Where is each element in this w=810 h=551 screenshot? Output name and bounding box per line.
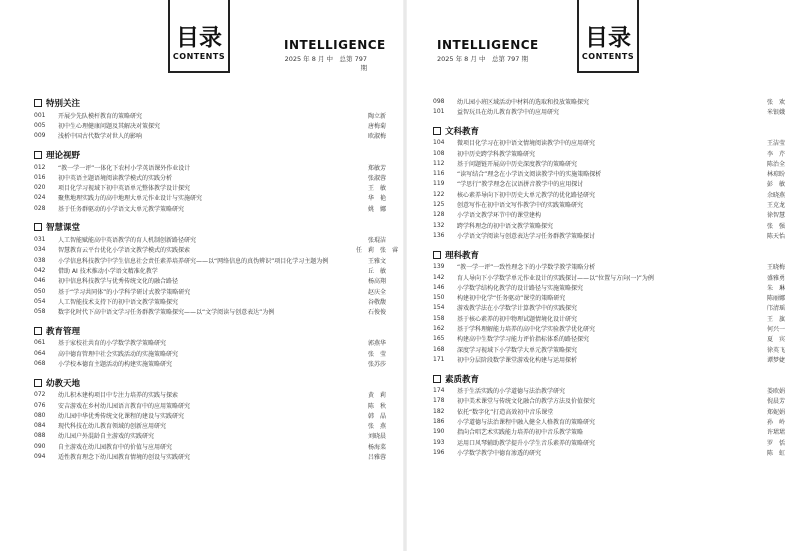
toc-page-number: 125 xyxy=(433,201,445,209)
masthead xyxy=(437,38,539,63)
toc-entry[interactable] xyxy=(34,172,386,182)
toc-author: 张 强 xyxy=(766,222,785,230)
toc-page-number: 042 xyxy=(34,266,46,274)
toc-page-number: 020 xyxy=(34,184,46,192)
toc-article-title: 幼儿园中华优秀传统文化课程的建设与实践研究 xyxy=(58,412,185,420)
toc-page-number: 050 xyxy=(34,287,46,295)
toc-author: 刘晓晨 xyxy=(367,433,386,441)
toc-page-number: 116 xyxy=(433,170,445,178)
toc-article-title: 智慧教育云平台优化小学语文教学模式的实践探索 xyxy=(58,247,191,255)
toc-article-title: 依托“数字化”打造高效初中音乐课堂 xyxy=(457,408,554,416)
toc-page-number: 090 xyxy=(34,442,46,450)
toc-author: 王克龙 xyxy=(766,202,785,210)
toc-author: 张苏莎 xyxy=(367,360,386,368)
toc-page-number: 028 xyxy=(34,204,46,212)
toc-page-number: 076 xyxy=(34,401,46,409)
toc-author: 罗 恬 xyxy=(766,439,785,447)
toc-page-number: 101 xyxy=(433,107,445,115)
toc-page-number: 190 xyxy=(433,428,445,436)
toc-author: 杨海菜 xyxy=(367,443,386,451)
toc-page-number: 031 xyxy=(34,236,46,244)
section-heading-label: 教育管理 xyxy=(46,326,81,337)
toc-author: 孙 岭 xyxy=(766,419,785,427)
toc-page-number: 174 xyxy=(433,387,445,395)
toc-entry[interactable] xyxy=(433,334,785,344)
toc-article-title: 初中分层阶段数学课堂游戏化构建与运用探析 xyxy=(457,356,578,364)
toc-article-title: 基于家校社共育的小学数学教学策略研究 xyxy=(58,340,167,348)
checkbox-square-icon xyxy=(34,379,42,387)
contents-title-cn: 目录 xyxy=(585,24,631,51)
toc-entry[interactable] xyxy=(433,106,785,116)
toc-article-title: 项目化学习视域下初中英语单元整体教学设计探究 xyxy=(58,185,191,193)
toc-article-title: 基于“学习共同体”的小学科学研讨式教学策略研究 xyxy=(58,288,191,296)
toc-author: 任 莉 张 睿 xyxy=(356,247,399,255)
toc-entry[interactable] xyxy=(433,138,785,148)
toc-page-number: 084 xyxy=(34,422,46,430)
toc-entry-list xyxy=(34,162,386,213)
toc-page-number: 012 xyxy=(34,163,46,171)
magazine-name: INTELLIGENCE xyxy=(437,38,539,52)
toc-entry-list xyxy=(433,138,785,241)
checkbox-square-icon xyxy=(34,151,42,159)
toc-author: 韩 晶 xyxy=(367,412,386,420)
toc-page-number: 046 xyxy=(34,277,46,285)
right-toc-column xyxy=(433,96,785,465)
toc-author: 杨高翔 xyxy=(367,278,386,286)
toc-entry[interactable] xyxy=(433,96,785,106)
toc-author: 李 芹 xyxy=(766,150,785,158)
toc-page-number: 168 xyxy=(433,345,445,353)
toc-entry[interactable] xyxy=(433,354,785,364)
toc-article-title: 初中英语主题语境阅读教学模式的实践分析 xyxy=(58,174,173,182)
toc-entry[interactable] xyxy=(433,272,785,282)
toc-entry[interactable] xyxy=(433,323,785,333)
toc-page-number: 154 xyxy=(433,304,445,312)
section-heading xyxy=(34,324,386,338)
toc-entry-list xyxy=(433,386,785,458)
toc-article-title: 创意写作在初中语文写作教学中的实践策略研究 xyxy=(457,202,584,210)
toc-article-title: 初中信息科技教学与优秀传统文化的融合路径 xyxy=(58,278,179,286)
toc-entry[interactable] xyxy=(433,179,785,189)
toc-article-title: 运用口风琴辅助教学提升小学生音乐素养的策略研究 xyxy=(457,439,596,447)
toc-article-title: 基于生活实践的小学道德与法治教学研究 xyxy=(457,388,566,396)
toc-article-title: 初中生心理健康问题及其解决对策探究 xyxy=(58,122,161,130)
toc-author: 黄 莉 xyxy=(367,392,386,400)
toc-author: 王 敏 xyxy=(367,185,386,193)
toc-page-number: 005 xyxy=(34,121,46,129)
toc-entry[interactable] xyxy=(433,344,785,354)
toc-page-number: 150 xyxy=(433,294,445,302)
toc-entry[interactable] xyxy=(433,189,785,199)
toc-entry[interactable] xyxy=(34,410,386,420)
toc-article-title: 核心素养导向下初中历史大单元教学的优化路径研究 xyxy=(457,191,596,199)
toc-entry[interactable] xyxy=(433,303,785,313)
toc-author: 陈 虹 xyxy=(766,449,785,457)
toc-article-title: 浅析中国古代数学对世人的影响 xyxy=(58,133,143,141)
toc-page-number: 024 xyxy=(34,194,46,202)
toc-author: 郭燕华 xyxy=(367,340,386,348)
toc-author: 郑妮娟 xyxy=(766,408,785,416)
section-heading xyxy=(433,124,785,138)
toc-article-title: 自主游戏在幼儿园教育中的价值与应用研究 xyxy=(58,443,173,451)
toc-article-title: 小学道德与法治课程中融入健全人格教育的策略研究 xyxy=(457,419,596,427)
toc-article-title: 深度学习视域下小学数学大单元教学策略探究 xyxy=(457,346,578,354)
toc-entry[interactable] xyxy=(34,162,386,172)
toc-article-title: 初中历史跨学科教学策略研究 xyxy=(457,150,536,158)
toc-page-number: 128 xyxy=(433,211,445,219)
toc-author: 王雅文 xyxy=(367,257,386,265)
toc-page-number: 122 xyxy=(433,190,445,198)
toc-page-number: 001 xyxy=(34,111,46,119)
toc-author: 王 旗 xyxy=(766,315,785,323)
toc-author: 华 艳 xyxy=(367,195,386,203)
toc-article-title: 小学数学教学中德育渗透的研究 xyxy=(457,449,542,457)
toc-entry[interactable] xyxy=(433,386,785,396)
toc-author: 张 燕 xyxy=(367,423,386,431)
checkbox-square-icon xyxy=(34,99,42,107)
toc-author: 许珺珺 xyxy=(766,429,785,437)
toc-entry[interactable] xyxy=(34,234,386,244)
toc-page-number: 193 xyxy=(433,438,445,446)
toc-entry[interactable] xyxy=(34,131,386,141)
toc-article-title: 游戏教学法在小学数学计算教学中的实践探究 xyxy=(457,305,578,313)
toc-page-number: 139 xyxy=(433,263,445,271)
left-toc-column xyxy=(34,96,399,469)
toc-author: 赵庆全 xyxy=(367,288,386,296)
toc-article-title: 适性教育理念下幼儿园教育情境的创设与实践研究 xyxy=(58,454,191,462)
toc-author: 陈治全 xyxy=(766,160,785,168)
toc-author: 彭 敏 xyxy=(766,181,785,189)
toc-author: 陈 秋 xyxy=(367,402,386,410)
toc-author: 盛雅勇 xyxy=(766,274,785,282)
toc-entry[interactable] xyxy=(433,406,785,416)
toc-author: 林琼盼 xyxy=(766,171,785,179)
toc-page-number: 080 xyxy=(34,411,46,419)
contents-title-cn: 目录 xyxy=(176,24,222,51)
toc-author: 何兴一 xyxy=(766,325,785,333)
toc-article-title: 基于核心素养的初中物理试题情境化设计研究 xyxy=(457,315,578,323)
toc-entry[interactable] xyxy=(433,416,785,426)
toc-page-number: 136 xyxy=(433,231,445,239)
toc-entry-list xyxy=(34,390,386,462)
toc-article-title: “教一学一评”一体化下农村小学英语课外作业设计 xyxy=(58,164,191,172)
toc-article-title: 幼儿园小班区域活动中材料的选取和投放策略探究 xyxy=(457,98,590,106)
issue-info: 2025 年 8 月 中 总第 797 期 xyxy=(437,55,528,63)
toc-page-number: 132 xyxy=(433,221,445,229)
toc-entry[interactable] xyxy=(433,158,785,168)
toc-author: 张淑蓉 xyxy=(367,174,386,182)
toc-page-number: 068 xyxy=(34,359,46,367)
toc-page-number: 119 xyxy=(433,180,445,188)
toc-entry-list xyxy=(34,338,386,369)
toc-article-title: 现代科技在幼儿教育领域的创新应用研究 xyxy=(58,423,167,431)
toc-entry[interactable] xyxy=(34,390,386,400)
toc-entry[interactable] xyxy=(34,358,386,368)
contents-title-en: CONTENTS xyxy=(172,52,226,61)
toc-entry[interactable] xyxy=(433,148,785,158)
toc-page-number: 104 xyxy=(433,139,445,147)
section-heading-label: 素质教育 xyxy=(445,374,480,385)
toc-page-number: 108 xyxy=(433,149,445,157)
section-heading xyxy=(34,96,386,110)
toc-entry[interactable] xyxy=(34,276,386,286)
toc-author: 夏 宾 xyxy=(766,336,785,344)
toc-entry[interactable] xyxy=(433,230,785,240)
toc-entry-list xyxy=(34,110,386,141)
toc-page-number: 094 xyxy=(34,453,46,461)
toc-page-number: 158 xyxy=(433,314,445,322)
toc-entry[interactable] xyxy=(34,203,386,213)
toc-author: 吕雅蓉 xyxy=(367,454,386,462)
toc-entry[interactable] xyxy=(34,255,386,265)
toc-page-number: 058 xyxy=(34,308,46,316)
toc-author: 姚 娜 xyxy=(367,205,386,213)
toc-article-title: 基于学科理解能力培养的高中化学实验教学优化研究 xyxy=(457,325,596,333)
toc-entry-list xyxy=(34,234,399,317)
toc-page-number: 088 xyxy=(34,432,46,440)
toc-entry[interactable] xyxy=(34,265,386,275)
right-page xyxy=(405,0,810,551)
toc-author: 张琨洁 xyxy=(367,237,386,245)
toc-entry-list xyxy=(433,96,785,117)
section-heading-label: 理论视野 xyxy=(46,150,81,161)
toc-author: 娄欧娟 xyxy=(766,388,785,396)
toc-entry[interactable] xyxy=(433,427,785,437)
toc-page-number: 112 xyxy=(433,159,445,167)
toc-author: 石俊俊 xyxy=(367,309,386,317)
toc-entry[interactable] xyxy=(34,441,386,451)
toc-article-title: “教一学一评”一致性理念下的小学数学教学策略分析 xyxy=(457,264,596,272)
toc-author: 欧淑梅 xyxy=(367,133,386,141)
toc-page-number: 178 xyxy=(433,397,445,405)
toc-entry[interactable] xyxy=(34,120,386,130)
toc-article-title: 构建初中化学“任务驱动”课堂的策略研究 xyxy=(457,295,566,303)
magazine-name: INTELLIGENCE xyxy=(284,38,386,52)
section-heading xyxy=(433,372,785,386)
toc-entry[interactable] xyxy=(34,421,386,431)
toc-entry[interactable] xyxy=(34,451,386,461)
section-heading xyxy=(34,376,386,390)
toc-entry[interactable] xyxy=(433,210,785,220)
toc-author: 邝清瑶 xyxy=(766,305,785,313)
section-heading-label: 智慧课堂 xyxy=(46,223,81,234)
checkbox-square-icon xyxy=(433,127,441,135)
toc-author: 陈天怡 xyxy=(766,232,785,240)
toc-page-number: 072 xyxy=(34,391,46,399)
toc-entry[interactable] xyxy=(433,220,785,230)
toc-page-number: 196 xyxy=(433,448,445,456)
contents-title-en: CONTENTS xyxy=(581,52,635,61)
toc-author: 陶立新 xyxy=(367,112,386,120)
toc-article-title: 小学校本德育主题活动的构建实施策略研究 xyxy=(58,360,173,368)
toc-article-title: 初中美术课堂与传统文化融合的教学方法及价值探究 xyxy=(457,398,596,406)
toc-page-number: 142 xyxy=(433,273,445,281)
toc-entry[interactable] xyxy=(34,296,386,306)
toc-article-title: “读写结合”理念在小学语文阅读教学中的实施策略探析 xyxy=(457,171,602,179)
toc-entry[interactable] xyxy=(34,400,386,410)
toc-entry[interactable] xyxy=(34,182,386,192)
toc-entry[interactable] xyxy=(433,437,785,447)
toc-page-number: 165 xyxy=(433,335,445,343)
toc-entry[interactable] xyxy=(34,306,386,316)
checkbox-square-icon xyxy=(34,223,42,231)
contents-title-box xyxy=(577,0,639,73)
toc-article-title: 安吉游戏在乡村幼儿园语言教育中的应用策略研究 xyxy=(58,402,191,410)
toc-author: 谷敬馥 xyxy=(367,298,386,306)
toc-article-title: 构建高中生数学学习能力评价指标体系的路径探究 xyxy=(457,336,590,344)
toc-article-title: 育人导向下小学数学单元作业设计的实践探讨——以“位置与方向(一)”为例 xyxy=(457,274,654,282)
toc-entry[interactable] xyxy=(34,348,386,358)
section-heading-label: 幼教天地 xyxy=(46,378,81,389)
section-heading xyxy=(34,220,386,234)
toc-page-number: 016 xyxy=(34,173,46,181)
checkbox-square-icon xyxy=(34,327,42,335)
toc-page-number: 182 xyxy=(433,407,445,415)
toc-article-title: 益智玩具在幼儿教育教学中的应用研究 xyxy=(457,108,560,116)
toc-article-title: 开展少先队模杆教育的策略研究 xyxy=(58,112,143,120)
toc-entry[interactable] xyxy=(433,447,785,457)
toc-article-title: 人工智能赋能高中英语教学的育人机制创新路径研究 xyxy=(58,237,197,245)
toc-article-title: 幼儿积木建构项目中专注力培养的实践与探索 xyxy=(58,392,179,400)
toc-author: 丘 敏 xyxy=(367,267,386,275)
contents-title-box xyxy=(168,0,230,73)
toc-entry[interactable] xyxy=(433,313,785,323)
toc-author: 唐梅菊 xyxy=(367,122,386,130)
toc-page-number: 038 xyxy=(34,256,46,264)
toc-entry-list xyxy=(433,262,785,365)
toc-author: 余晓燕 xyxy=(766,191,785,199)
toc-article-title: 微项目化学习在初中语文情境阅读教学中的应用研究 xyxy=(457,140,596,148)
toc-entry[interactable] xyxy=(34,338,386,348)
toc-author: 王晓梅 xyxy=(766,264,785,272)
toc-page-number: 171 xyxy=(433,355,445,363)
toc-author: 张 欢 xyxy=(766,98,785,106)
toc-entry[interactable] xyxy=(34,193,386,203)
toc-article-title: 人工智能技术支持下的初中语文教学策略探究 xyxy=(58,298,179,306)
toc-page-number: 064 xyxy=(34,349,46,357)
toc-entry[interactable] xyxy=(433,282,785,292)
toc-author: 朱 琳 xyxy=(766,284,785,292)
toc-article-title: 指向合唱艺术实践能力培养的初中音乐教学策略 xyxy=(457,429,584,437)
toc-article-title: 跨学科理念的初中语文教学策略探究 xyxy=(457,222,554,230)
toc-author: 陈丽娜 xyxy=(766,295,785,303)
toc-author: 谭梦婕 xyxy=(766,356,785,364)
toc-article-title: 小学语文教学环节中的课堂建构 xyxy=(457,212,542,220)
toc-entry[interactable] xyxy=(433,168,785,178)
section-heading-label: 文科教育 xyxy=(445,126,480,137)
toc-page-number: 186 xyxy=(433,418,445,426)
toc-article-title: 基于问题链开展高中历史深度教学的策略研究 xyxy=(457,160,578,168)
toc-page-number: 009 xyxy=(34,132,46,140)
toc-article-title: 小学数学结构化教学的设计路径与实施策略探究 xyxy=(457,284,584,292)
toc-page-number: 162 xyxy=(433,324,445,332)
toc-entry[interactable] xyxy=(433,396,785,406)
toc-page-number: 034 xyxy=(34,246,46,254)
toc-author: 徐智慧 xyxy=(766,212,785,220)
toc-entry[interactable] xyxy=(433,199,785,209)
toc-author: 郑敏芳 xyxy=(367,164,386,172)
section-heading xyxy=(34,148,386,162)
toc-article-title: 基于任务群驱动的小学语文大单元教学策略研究 xyxy=(58,205,185,213)
toc-article-title: “学思行”教学理念在汉语拼音教学中的应用探讨 xyxy=(457,181,584,189)
toc-author: 徐英飞 xyxy=(766,346,785,354)
toc-entry[interactable] xyxy=(34,286,386,296)
toc-author: 王洁莹 xyxy=(766,140,785,148)
toc-author: 张 莹 xyxy=(367,350,386,358)
toc-entry[interactable] xyxy=(34,245,399,255)
masthead xyxy=(284,38,386,72)
toc-entry[interactable] xyxy=(433,262,785,272)
toc-page-number: 098 xyxy=(433,97,445,105)
toc-author: 米银娥 xyxy=(766,108,785,116)
checkbox-square-icon xyxy=(433,251,441,259)
checkbox-square-icon xyxy=(433,375,441,383)
section-heading-label: 理科教育 xyxy=(445,250,480,261)
toc-article-title: 小学信息科技教学中学生信息社会责任素养培养研究——以“网络信息的真伪辨识”项目化学习主题为例 xyxy=(58,257,329,265)
toc-page-number: 061 xyxy=(34,339,46,347)
section-heading-label: 特别关注 xyxy=(46,99,81,109)
toc-author: 倪晨芳 xyxy=(766,398,785,406)
toc-article-title: 小学语文学阅读与创意表达学习任务群教学策略探讨 xyxy=(457,232,596,240)
toc-article-title: 幼儿园户外混龄自主游戏的实践研究 xyxy=(58,433,155,441)
section-heading xyxy=(433,248,785,262)
toc-article-title: 聚焦地理实践力的高中地理大单元作业设计与实施研究 xyxy=(58,195,203,203)
toc-entry[interactable] xyxy=(34,431,386,441)
toc-article-title: 高中德育管理中社会实践活动的实施策略研究 xyxy=(58,350,179,358)
issue-info: 2025 年 8 月 中 总第 797 期 xyxy=(284,55,367,72)
toc-page-number: 054 xyxy=(34,297,46,305)
toc-entry[interactable] xyxy=(433,292,785,302)
toc-entry[interactable] xyxy=(34,110,386,120)
toc-page-number: 146 xyxy=(433,283,445,291)
toc-article-title: 数字化时代下高中语文学习任务群教学策略探究——以“文学阅读与创意表达”为例 xyxy=(58,309,275,317)
toc-article-title: 借助 AI 技术推动小学语文精准化教学 xyxy=(58,267,158,275)
